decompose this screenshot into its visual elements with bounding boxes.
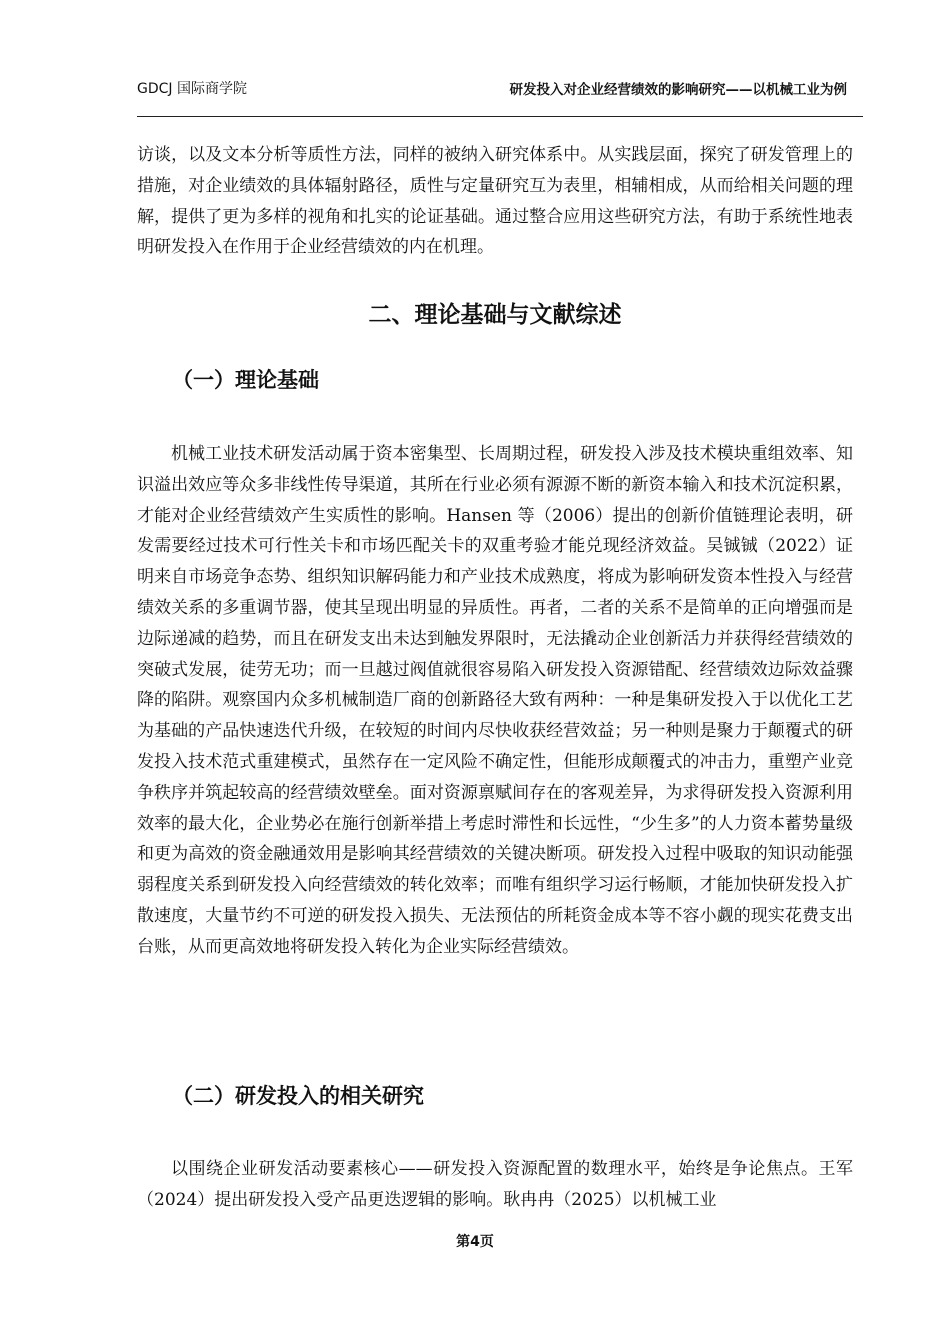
header-rule [137, 116, 863, 117]
page-header [137, 70, 863, 110]
related-research-paragraph: 以围绕企业研发活动要素核心——研发投入资源配置的数理水平，始终是争论焦点。王军（2024）提出研发投入受产品更迭逻辑的影响。耿冉冉（2025）以机械工业 [137, 1159, 853, 1210]
header-institution: GDCJ 国际商学院 [137, 81, 247, 97]
section-title-theory: （一）理论基础 [172, 368, 319, 392]
intro-paragraph: 访谈，以及文本分析等质性方法，同样的被纳入研究体系中。从实践层面，探究了研发管理上的措施，对企业绩效的具体辐射路径，质性与定量研究互为表里，相辅相成，从而给相关问题的理解，提供了更为多样的视角和扎实的论证基础。通过整合应用这些研究方法，有助于系统性地表明研发投入在作用于企业经营绩效的内在机理。 [137, 145, 853, 258]
theory-paragraph: 机械工业技术研发活动属于资本密集型、长周期过程，研发投入涉及技术模块重组效率、知识溢出效应等众多非线性传导渠道，其所在行业必须有源源不断的新资本输入和技术沉淀积累，才能对企业经营绩效产生实质性的影响。Hansen 等（2006）提出的创新价值链理论表明，研发需要经过技术可行性关卡和市场匹配关卡的双重考验才能兑现经济效益。吴铖铖（2022）证明来自市场竞争态势、组织知识解码能力和产业技术成熟度，将成为影响研发资本性投入与经营绩效关系的多重调节器，使其呈现出明显的异质性。再者，二者的关系不是简单的正向增强而是边际递减的趋势，而且在研发支出未达到触发界限时，无法撬动企业创新活力并获得经营绩效的突破式发展，徒劳无功；而一旦越过阀值就很容易陷入研发投入资源错配、经营绩效边际效益骤降的陷阱。观察国内众多机械制造厂商的创新路径大致有两种：一种是集研发投入于以优化工艺为基础的产品快速迭代升级，在较短的时间内尽快收获经营效益；另一种则是聚力于颠覆式的研发投入技术范式重建模式，虽然存在一定风险不确定性，但能形成颠覆式的冲击力，重塑产业竞争秩序并筑起较高的经营绩效壁垒。面对资源禀赋间存在的客观差异，为求得研发投入资源利用效率的最大化，企业势必在施行创新举措上考虑时滞性和长远性，“少生多”的人力资本蓄势量级和更为高效的资金融通效用是影响其经营绩效的关键决断项。研发投入过程中吸取的知识动能强弱程度关系到研发投入向经营绩效的转化效率；而唯有组织学习运行畅顺，才能加快研发投入扩散速度，大量节约不可逆的研发投入损失、无法预估的所耗资金成本等不容小觑的现实花费支出台账，从而更高效地将研发投入转化为企业实际经营绩效。 [137, 444, 853, 957]
header-paper-title: 研发投入对企业经营绩效的影响研究——以机械工业为例 [509, 82, 847, 98]
page-number: 第4页 [456, 1234, 494, 1250]
section-title-related-research: （二）研发投入的相关研究 [172, 1084, 424, 1108]
chapter-title: 二、理论基础与文献综述 [368, 302, 622, 328]
